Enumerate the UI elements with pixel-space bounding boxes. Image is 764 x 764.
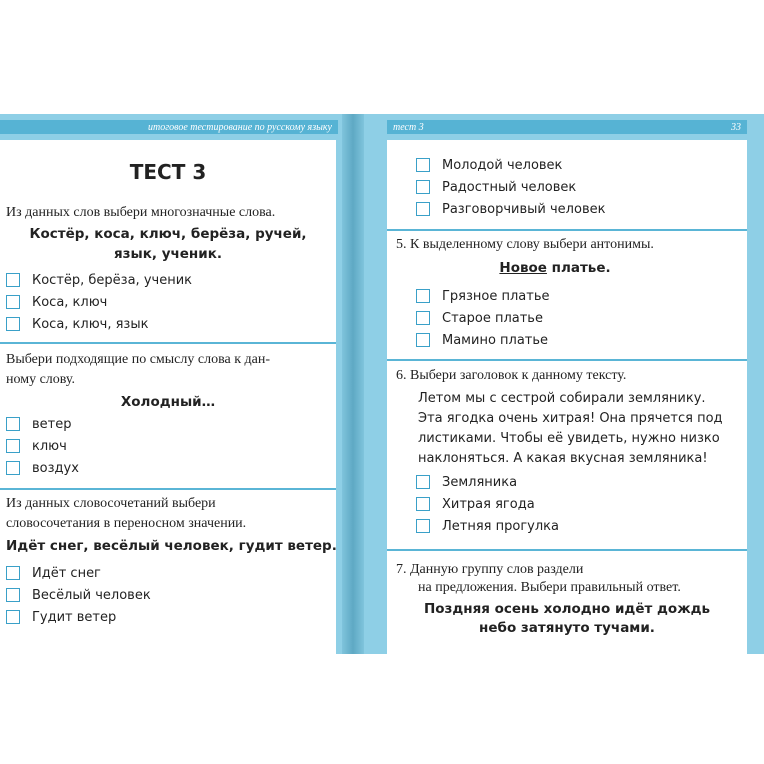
- q7-words-line2: небо затянуто тучами.: [479, 620, 655, 636]
- checkbox[interactable]: [416, 202, 430, 216]
- checkbox[interactable]: [6, 461, 20, 475]
- q2-option-2[interactable]: [6, 436, 67, 456]
- option-label: Грязное платье: [442, 288, 550, 304]
- option-label: Летняя прогулка: [442, 518, 559, 534]
- checkbox[interactable]: [6, 566, 20, 580]
- divider: [0, 342, 336, 344]
- option-label: Костёр, берёза, ученик: [32, 272, 192, 288]
- q6-text-line2: Эта ягодка очень хитрая! Она прячется под: [418, 411, 723, 426]
- phrase-rest: платье.: [546, 260, 611, 276]
- q1-prompt: Из данных слов выбери многозначные слова.: [6, 205, 276, 220]
- option-label: ветер: [32, 416, 72, 432]
- right-running-head: [387, 120, 747, 134]
- q2-option-1[interactable]: [6, 414, 71, 434]
- option-label: Гудит ветер: [32, 609, 117, 625]
- left-running-head: [0, 120, 338, 134]
- q1-option-1[interactable]: [6, 270, 192, 290]
- q3-option-3[interactable]: [6, 607, 116, 627]
- checkbox[interactable]: [6, 317, 20, 331]
- option-label: Мамино платье: [442, 332, 549, 348]
- highlighted-word: Новое: [499, 260, 547, 276]
- q6-prompt: 6. Выбери заголовок к данному тексту.: [396, 368, 627, 383]
- q4-option-2[interactable]: [416, 177, 576, 197]
- option-label: Радостный человек: [442, 179, 577, 195]
- q5-prompt: 5. К выделенному слову выбери антонимы.: [396, 237, 654, 252]
- q6-text-line3: листиками. Чтобы её увидеть, нужно низко: [418, 431, 720, 446]
- checkbox[interactable]: [416, 519, 430, 533]
- option-label: Идёт снег: [32, 565, 101, 581]
- checkbox[interactable]: [416, 289, 430, 303]
- q5-phrase: [387, 258, 723, 279]
- q3-option-1[interactable]: [6, 563, 101, 583]
- option-label: ключ: [32, 438, 67, 454]
- option-label: воздух: [32, 460, 79, 476]
- right-running-title: тест 3: [393, 121, 424, 133]
- q6-option-3[interactable]: [416, 516, 559, 536]
- q6-option-2[interactable]: [416, 494, 535, 514]
- checkbox[interactable]: [416, 158, 430, 172]
- divider: [0, 488, 336, 490]
- checkbox[interactable]: [416, 180, 430, 194]
- option-label: Разговорчивый человек: [442, 201, 606, 217]
- checkbox[interactable]: [416, 497, 430, 511]
- checkbox[interactable]: [6, 273, 20, 287]
- test-title: ТЕСТ 3: [129, 160, 207, 184]
- q1-option-3[interactable]: [6, 314, 148, 334]
- q5-option-1[interactable]: [416, 286, 550, 306]
- q4-option-3[interactable]: [416, 199, 605, 219]
- checkbox[interactable]: [416, 475, 430, 489]
- q6-text-line1: Летом мы с сестрой собирали землянику.: [418, 391, 706, 406]
- q3-prompt-line1: Из данных словосочетаний выбери: [6, 496, 216, 511]
- page-number: 33: [731, 121, 741, 133]
- q5-option-2[interactable]: [416, 308, 543, 328]
- book-gutter: [342, 114, 364, 654]
- option-label: Весёлый человек: [32, 587, 151, 603]
- option-label: Коса, ключ, язык: [32, 316, 149, 332]
- q6-text-line4: наклоняться. А какая вкусная земляника!: [418, 451, 708, 466]
- q6-option-1[interactable]: [416, 472, 517, 492]
- option-label: Молодой человек: [442, 157, 563, 173]
- q2-word: Холодный…: [120, 394, 216, 410]
- q3-phrases: Идёт снег, весёлый человек, гудит ветер.: [6, 538, 337, 554]
- q7-prompt-line2: на предложения. Выбери правильный ответ.: [418, 580, 681, 595]
- checkbox[interactable]: [416, 333, 430, 347]
- option-label: Хитрая ягода: [442, 496, 535, 512]
- checkbox[interactable]: [6, 610, 20, 624]
- bottom-margin: [0, 654, 764, 764]
- q7-prompt-line1: 7. Данную группу слов раздели: [396, 562, 584, 577]
- option-label: Коса, ключ: [32, 294, 108, 310]
- q3-option-2[interactable]: [6, 585, 151, 605]
- q1-words-line2: язык, ученик.: [113, 246, 222, 262]
- checkbox[interactable]: [416, 311, 430, 325]
- q2-option-3[interactable]: [6, 458, 79, 478]
- option-label: Старое платье: [442, 310, 543, 326]
- q7-words-line1: Поздняя осень холодно идёт дождь: [423, 601, 711, 617]
- checkbox[interactable]: [6, 588, 20, 602]
- q2-prompt-line2: ному слову.: [6, 372, 76, 387]
- divider: [387, 359, 747, 361]
- q1-option-2[interactable]: [6, 292, 107, 312]
- option-label: Земляника: [442, 474, 518, 490]
- q2-prompt-line1: Выбери подходящие по смыслу слова к дан-: [6, 352, 271, 367]
- left-running-title: итоговое тестирование по русскому языку: [148, 121, 332, 133]
- checkbox[interactable]: [6, 295, 20, 309]
- checkbox[interactable]: [6, 417, 20, 431]
- divider: [387, 229, 747, 231]
- q5-option-3[interactable]: [416, 330, 548, 350]
- q4-option-1[interactable]: [416, 155, 562, 175]
- q1-words-line1: Костёр, коса, ключ, берёза, ручей,: [29, 226, 307, 242]
- divider: [387, 549, 747, 551]
- checkbox[interactable]: [6, 439, 20, 453]
- q3-prompt-line2: словосочетания в переносном значении.: [6, 516, 247, 531]
